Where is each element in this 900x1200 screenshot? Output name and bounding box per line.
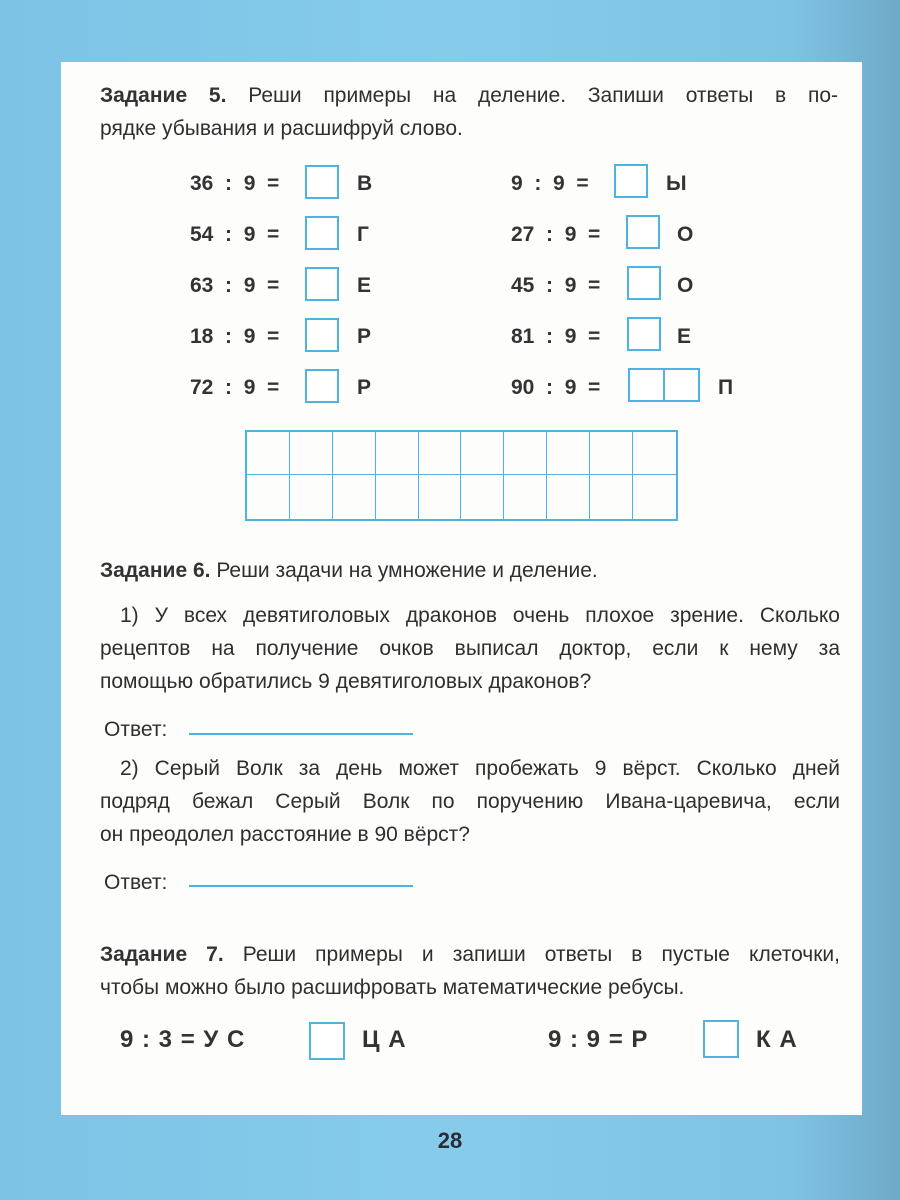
task5-instructions bbox=[100, 79, 838, 145]
task7-text-line1: Реши примеры и запиши ответы в пустые клеточки, bbox=[242, 943, 841, 966]
division-expression: 90 : 9 = bbox=[511, 376, 601, 399]
task5-label: Задание 5. bbox=[100, 84, 227, 107]
decode-word-grid bbox=[245, 430, 678, 521]
answer-box[interactable] bbox=[614, 164, 648, 198]
problem-2-line3: он преодолел расстояние в 90 вёрст? bbox=[100, 823, 470, 846]
page-number: 28 bbox=[437, 1128, 463, 1153]
grid-cell[interactable] bbox=[376, 432, 419, 475]
task5-text-line1: Реши примеры на деление. Запиши ответы в по- bbox=[248, 84, 838, 107]
cipher-letter: Е bbox=[677, 325, 692, 348]
answer-box[interactable] bbox=[305, 165, 339, 199]
grid-cell[interactable] bbox=[290, 475, 333, 519]
grid-cell[interactable] bbox=[419, 432, 462, 475]
answer-box[interactable] bbox=[627, 317, 661, 351]
cipher-letter: О bbox=[677, 223, 694, 246]
grid-cell[interactable] bbox=[247, 432, 290, 475]
cipher-letter: О bbox=[677, 274, 694, 297]
answer-box[interactable] bbox=[626, 215, 660, 249]
division-expression: 45 : 9 = bbox=[511, 274, 601, 297]
grid-cell[interactable] bbox=[333, 475, 376, 519]
answer-box[interactable] bbox=[305, 318, 339, 352]
problem-1-line3: помощью обратились 9 девятиголовых драконов? bbox=[100, 670, 592, 693]
grid-cell[interactable] bbox=[333, 432, 376, 475]
problem-2-line1: 2) Серый Волк за день может пробежать 9 вёрст. Сколько дней bbox=[120, 757, 840, 780]
division-expression: 72 : 9 = bbox=[190, 376, 280, 399]
grid-cell[interactable] bbox=[547, 475, 590, 519]
problem-1 bbox=[100, 599, 840, 698]
problem-2 bbox=[100, 752, 840, 851]
grid-cell[interactable] bbox=[590, 475, 633, 519]
grid-cell[interactable] bbox=[590, 432, 633, 475]
answer-box-tens[interactable] bbox=[628, 368, 665, 402]
task5-line2: рядке убывания и расшифруй слово. bbox=[100, 117, 463, 140]
problem-1-line1: 1) У всех девятиголовых драконов очень плохое зрение. Сколько bbox=[120, 604, 840, 627]
task7-instructions bbox=[100, 938, 840, 1004]
rebus-1-expression: 9 : 3 = У С bbox=[120, 1026, 246, 1053]
grid-cell[interactable] bbox=[376, 475, 419, 519]
rebus-1-answer-box[interactable] bbox=[309, 1022, 345, 1060]
task7-line2: чтобы можно было расшифровать математические ребусы. bbox=[100, 976, 685, 999]
division-expression: 9 : 9 = bbox=[511, 172, 589, 195]
answer-box[interactable] bbox=[305, 216, 339, 250]
task7-label: Задание 7. bbox=[100, 943, 224, 966]
grid-cell[interactable] bbox=[247, 475, 290, 519]
answer-box[interactable] bbox=[305, 267, 339, 301]
answer-line-2[interactable] bbox=[189, 885, 413, 887]
answer-box-units[interactable] bbox=[663, 368, 700, 402]
grid-cell[interactable] bbox=[504, 475, 547, 519]
grid-cell[interactable] bbox=[419, 475, 462, 519]
cipher-letter: Ы bbox=[666, 172, 687, 195]
answer-line-1[interactable] bbox=[189, 733, 413, 735]
task7-line1 bbox=[100, 938, 840, 971]
rebus-2-answer-box[interactable] bbox=[703, 1020, 739, 1058]
grid-cell[interactable] bbox=[461, 432, 504, 475]
division-expression: 18 : 9 = bbox=[190, 325, 280, 348]
cipher-letter: П bbox=[718, 376, 734, 399]
cipher-letter: Е bbox=[357, 274, 372, 297]
cipher-letter: В bbox=[357, 172, 373, 195]
grid-cell[interactable] bbox=[461, 475, 504, 519]
task5-line1 bbox=[100, 79, 838, 112]
division-expression: 36 : 9 = bbox=[190, 172, 280, 195]
division-expression: 81 : 9 = bbox=[511, 325, 601, 348]
answer-label: Ответ: bbox=[104, 718, 168, 741]
cipher-letter: Р bbox=[357, 376, 372, 399]
task6-heading bbox=[100, 554, 840, 587]
rebus-2-suffix: К А bbox=[756, 1026, 798, 1053]
grid-cell[interactable] bbox=[547, 432, 590, 475]
answer-box[interactable] bbox=[305, 369, 339, 403]
rebus-1-suffix: Ц А bbox=[362, 1026, 407, 1053]
task6-label: Задание 6. bbox=[100, 559, 211, 582]
rebus-2-expression: 9 : 9 = Р bbox=[548, 1026, 649, 1053]
cipher-letter: Г bbox=[357, 223, 369, 246]
grid-cell[interactable] bbox=[504, 432, 547, 475]
division-expression: 27 : 9 = bbox=[511, 223, 601, 246]
division-expression: 63 : 9 = bbox=[190, 274, 280, 297]
problem-2-line2: подряд бежал Серый Волк по поручению Ивана-царевича, если bbox=[100, 790, 840, 813]
cipher-letter: Р bbox=[357, 325, 372, 348]
division-expression: 54 : 9 = bbox=[190, 223, 280, 246]
task6-text: Реши задачи на умножение и деление. bbox=[216, 559, 598, 582]
grid-cell[interactable] bbox=[633, 475, 676, 519]
problem-1-line2: рецептов на получение очков выписал доктор, если к нему за bbox=[100, 637, 840, 660]
answer-box[interactable] bbox=[627, 266, 661, 300]
grid-cell[interactable] bbox=[290, 432, 333, 475]
answer-label: Ответ: bbox=[104, 871, 168, 894]
grid-cell[interactable] bbox=[633, 432, 676, 475]
